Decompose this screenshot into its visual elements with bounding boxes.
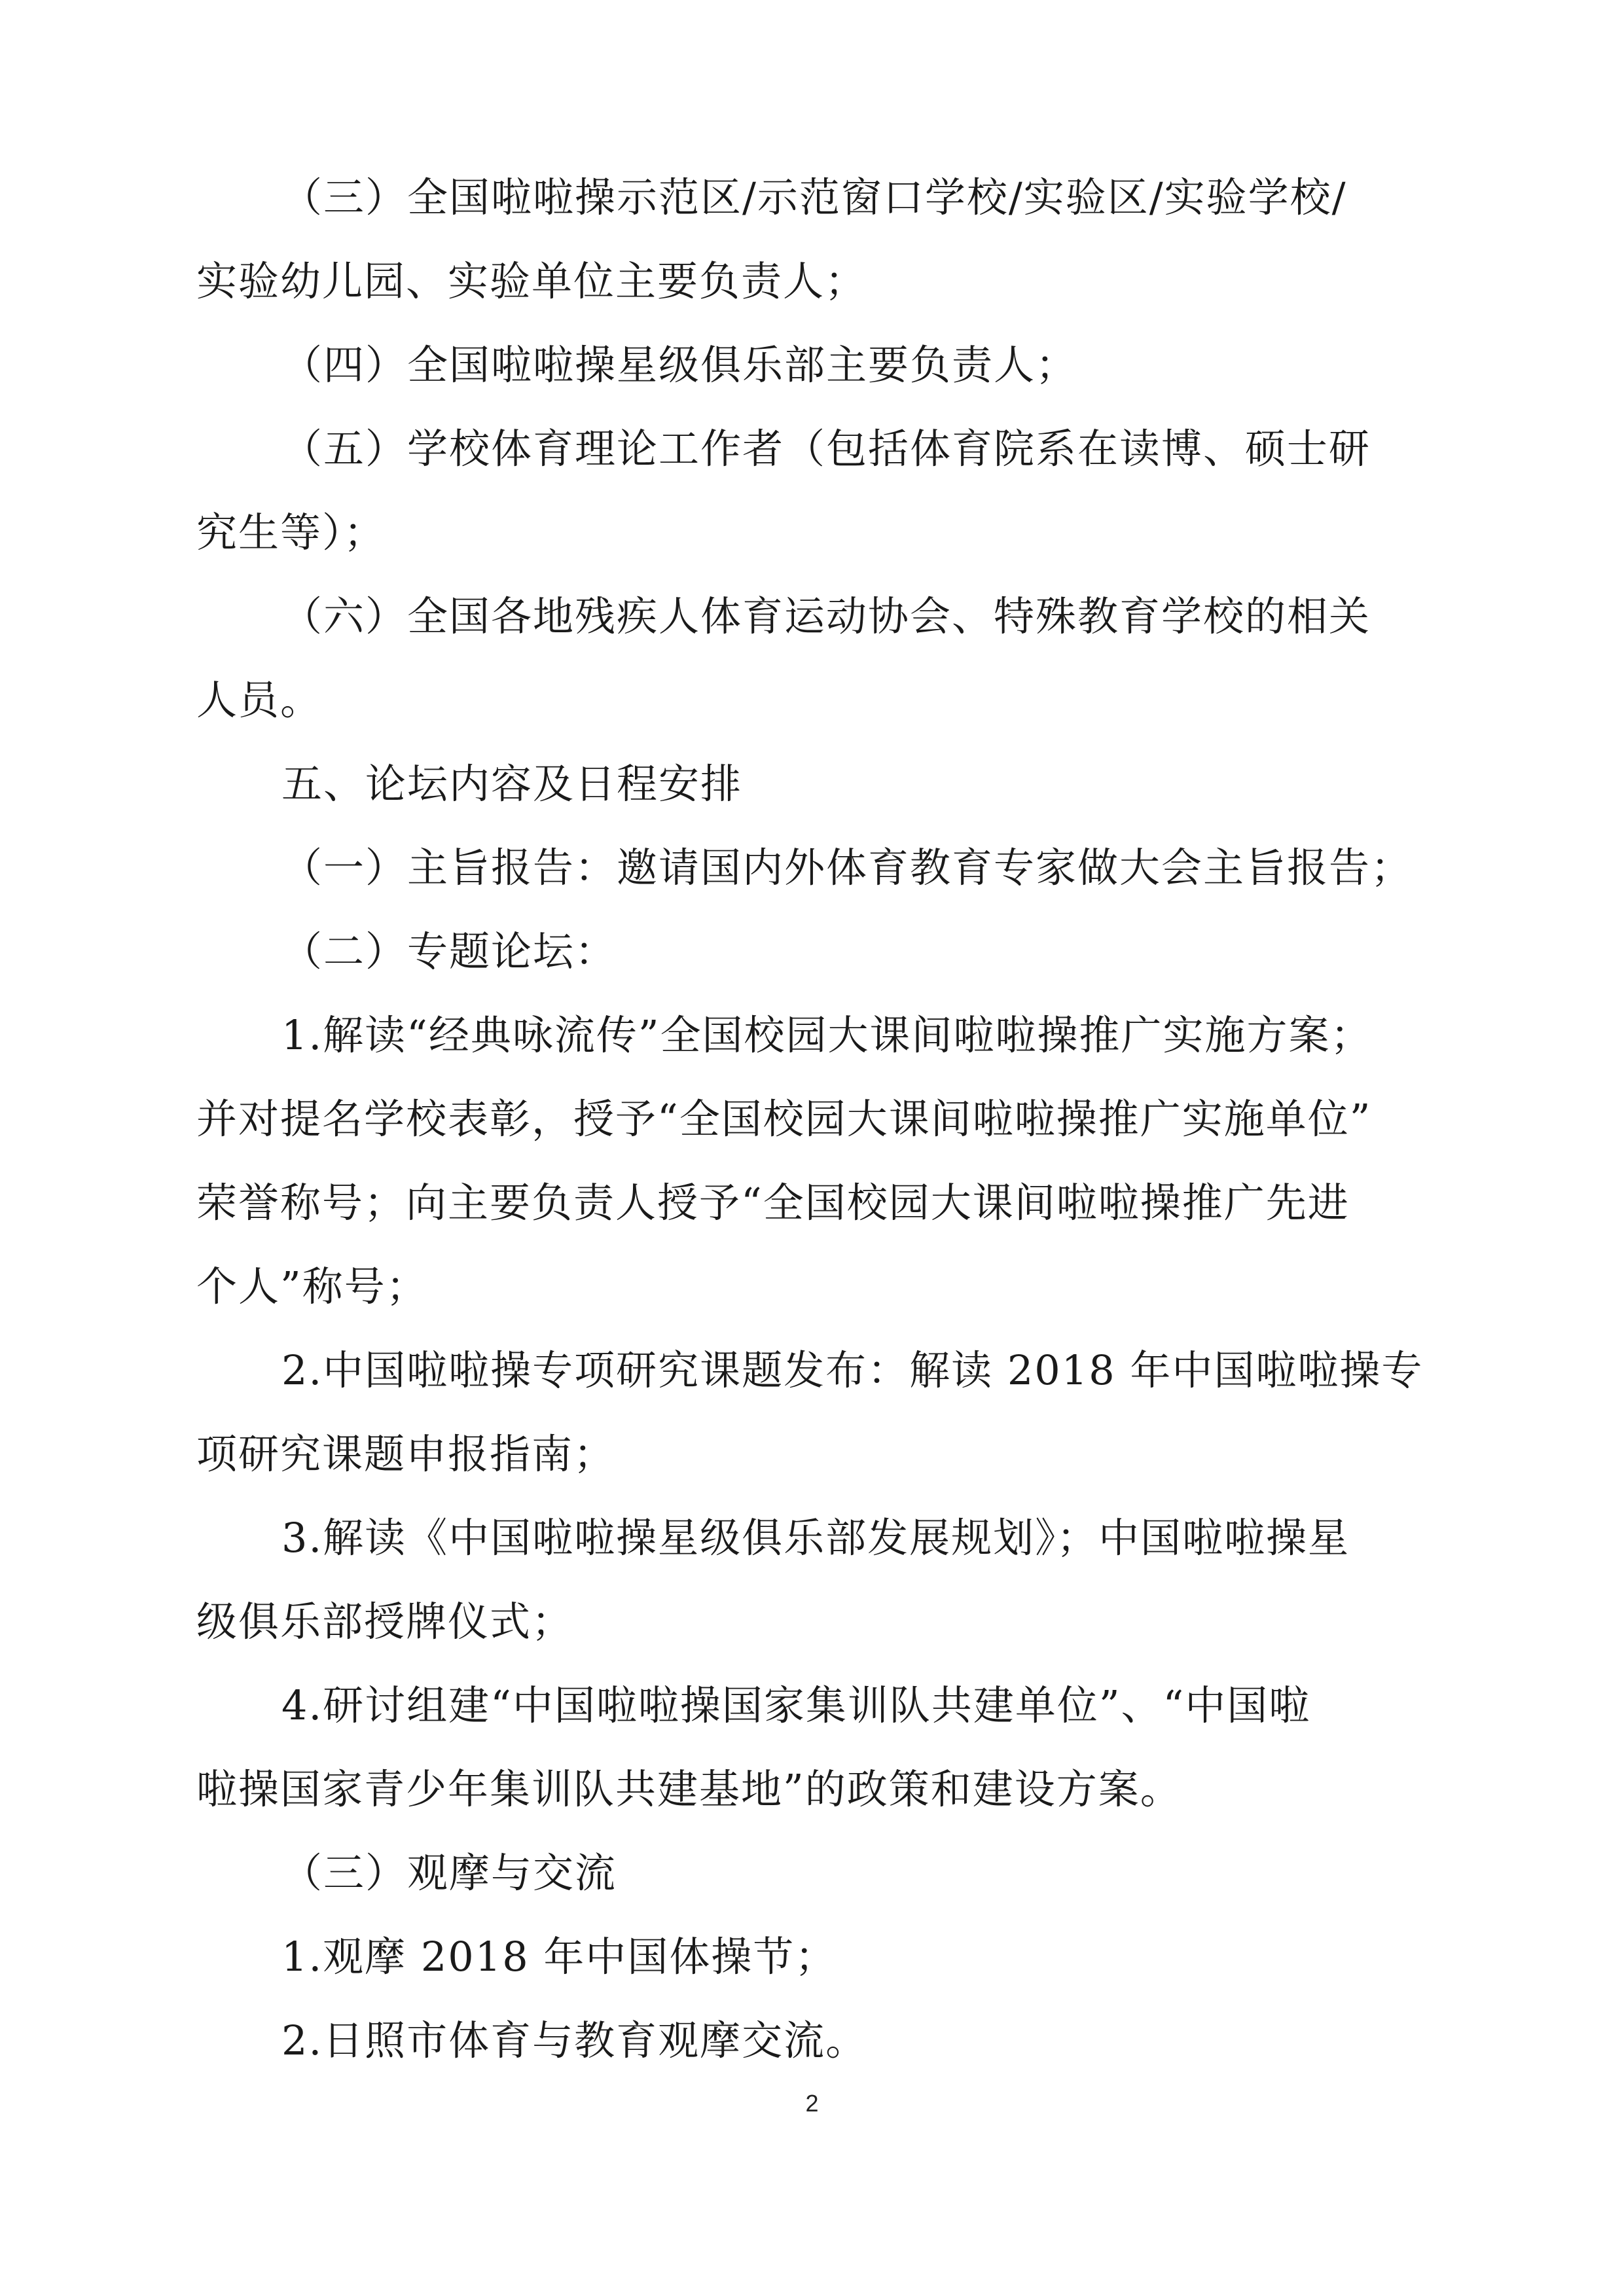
paragraph-line: （六）全国各地残疾人体育运动协会、特殊教育学校的相关 <box>281 592 1371 640</box>
paragraph-line: （三）全国啦啦操示范区/示范窗口学校/实验区/实验学校/ <box>281 173 1347 221</box>
paragraph-line: （四）全国啦啦操星级俱乐部主要负责人； <box>281 341 1078 389</box>
section-heading: 五、论坛内容及日程安排 <box>281 760 743 808</box>
page-number: 2 <box>805 2090 819 2117</box>
paragraph-line: 个人”称号； <box>196 1263 428 1310</box>
paragraph-line: 啦操国家青少年集训队共建基地”的政策和建设方案。 <box>196 1765 1182 1813</box>
paragraph-line: 项研究课题申报指南； <box>196 1430 616 1478</box>
paragraph-line: （三）观摩与交流 <box>281 1849 617 1897</box>
paragraph-line: 并对提名学校表彰，授予“全国校园大课间啦啦操推广实施单位” <box>196 1095 1372 1143</box>
paragraph-line: （一）主旨报告：邀请国内外体育教育专家做大会主旨报告； <box>281 844 1413 891</box>
paragraph-line: 究生等）； <box>196 509 386 556</box>
paragraph-line: 2.日照市体育与教育观摩交流。 <box>281 2017 868 2064</box>
paragraph-line: 荣誉称号；向主要负责人授予“全国校园大课间啦啦操推广先进 <box>196 1179 1350 1227</box>
paragraph-line: 4.研讨组建“中国啦啦操国家集训队共建单位”、“中国啦 <box>281 1681 1311 1729</box>
paragraph-line: 3.解读《中国啦啦操星级俱乐部发展规划》；中国啦啦操星 <box>281 1514 1350 1562</box>
paragraph-line: 级俱乐部授牌仪式； <box>196 1598 574 1645</box>
paragraph-line: 实验幼儿园、实验单位主要负责人； <box>196 257 867 305</box>
paragraph-line: 2.中国啦啦操专项研究课题发布：解读 2018 年中国啦啦操专 <box>281 1346 1424 1394</box>
paragraph-line: 1.解读“经典咏流传”全国校园大课间啦啦操推广实施方案； <box>281 1011 1373 1059</box>
paragraph-line: 1.观摩 2018 年中国体操节； <box>281 1933 837 1981</box>
paragraph-line: 人员。 <box>196 676 323 724</box>
paragraph-line: （五）学校体育理论工作者（包括体育院系在读博、硕士研 <box>281 425 1371 473</box>
paragraph-line: （二）专题论坛： <box>281 927 617 975</box>
